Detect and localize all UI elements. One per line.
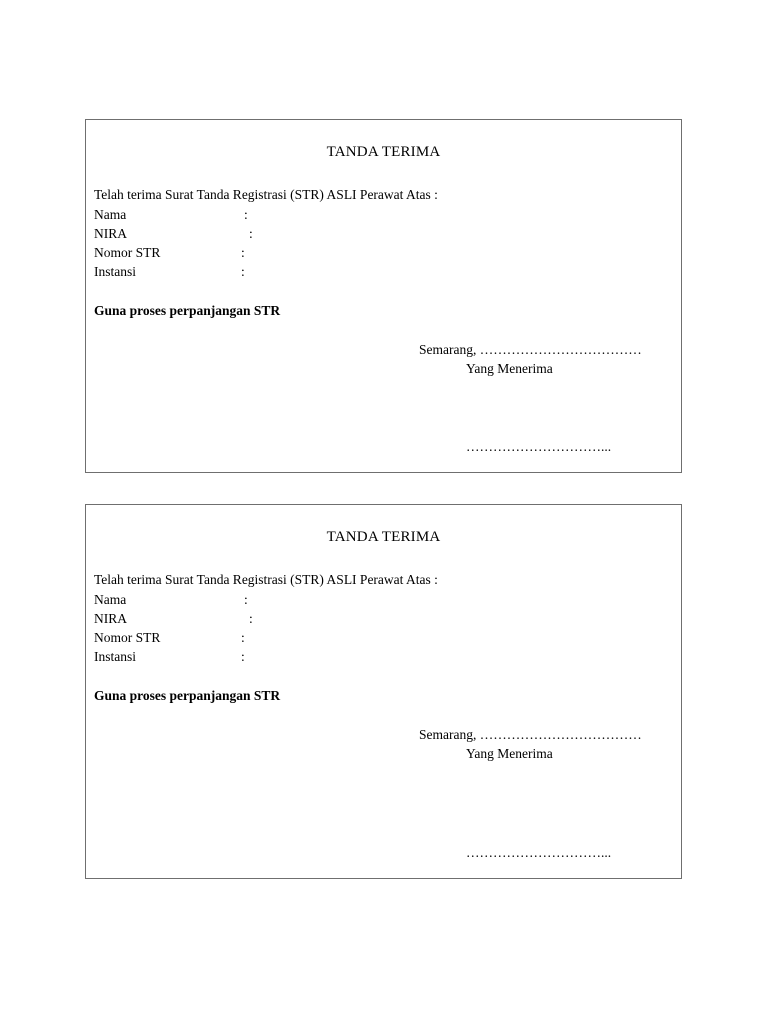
receipt-card-2 xyxy=(85,504,682,879)
field-nira xyxy=(94,226,253,242)
receiver-label: Yang Menerima xyxy=(466,361,553,376)
field-label-nira: NIRA xyxy=(94,611,127,626)
field-label-nira: NIRA xyxy=(94,226,127,241)
receipt-purpose: Guna proses perpanjangan STR xyxy=(94,303,281,318)
receipt-intro-text: Telah terima Surat Tanda Registrasi (STR) ASLI Perawat Atas : xyxy=(94,187,438,202)
field-colon-nira: : xyxy=(249,611,253,626)
receiver-label: Yang Menerima xyxy=(466,746,553,761)
receipt-intro-text: Telah terima Surat Tanda Registrasi (STR) ASLI Perawat Atas : xyxy=(94,572,438,587)
field-instansi xyxy=(94,264,245,280)
field-nama xyxy=(94,592,248,608)
field-colon-nomor-str: : xyxy=(241,245,245,260)
field-colon-nomor-str: : xyxy=(241,630,245,645)
field-label-instansi: Instansi xyxy=(94,649,136,664)
field-colon-nira: : xyxy=(249,226,253,241)
signature-line: …………………………... xyxy=(466,845,612,860)
field-label-nomor-str: Nomor STR xyxy=(94,630,161,645)
field-colon-nama: : xyxy=(244,207,248,222)
field-label-nama: Nama xyxy=(94,592,127,607)
receipt-card-1 xyxy=(85,119,682,473)
receipt-purpose: Guna proses perpanjangan STR xyxy=(94,688,281,703)
field-nomor-str xyxy=(94,245,245,261)
field-nomor-str xyxy=(94,630,245,646)
field-label-nama: Nama xyxy=(94,207,127,222)
field-nira xyxy=(94,611,253,627)
field-label-instansi: Instansi xyxy=(94,264,136,279)
receipt-title: TANDA TERIMA xyxy=(326,144,441,160)
field-label-nomor-str: Nomor STR xyxy=(94,245,161,260)
field-colon-instansi: : xyxy=(241,264,245,279)
place-date-line: Semarang, ……………………………… xyxy=(419,342,642,357)
field-nama xyxy=(94,207,248,223)
signature-line: …………………………... xyxy=(466,439,612,454)
field-instansi xyxy=(94,649,245,665)
field-colon-instansi: : xyxy=(241,649,245,664)
receipt-title: TANDA TERIMA xyxy=(326,529,441,545)
field-colon-nama: : xyxy=(244,592,248,607)
place-date-line: Semarang, ……………………………… xyxy=(419,727,642,742)
